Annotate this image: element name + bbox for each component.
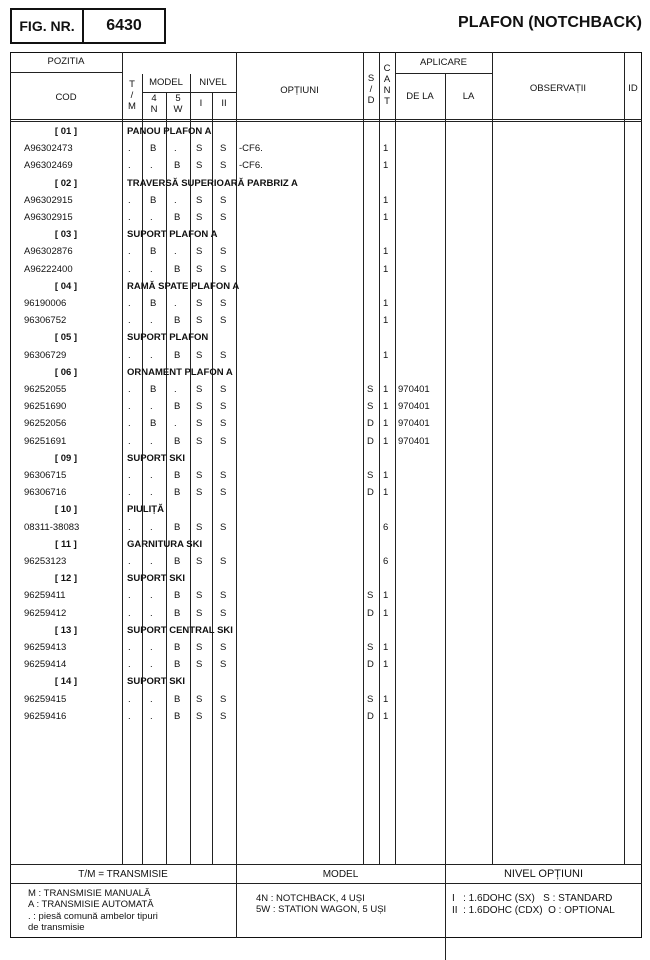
nivel-1-value: S	[196, 143, 203, 154]
nivel-2-value: S	[220, 212, 227, 223]
quantity-value: 1	[383, 264, 389, 275]
nivel-1-value: S	[196, 522, 203, 533]
option-value: -CF6.	[239, 160, 263, 171]
nivel-2-value: S	[220, 315, 227, 326]
tm-value: .	[128, 160, 131, 171]
section-position: [ 05 ]	[54, 332, 78, 343]
model-4n-value: .	[150, 590, 153, 601]
nivel-2-value: S	[220, 556, 227, 567]
from-date-value: 970401	[398, 418, 430, 429]
legend-model-title: MODEL	[322, 869, 359, 880]
section-name: GARNITURA SKI	[127, 539, 203, 550]
col-tm: T / M	[128, 79, 136, 112]
tm-value: .	[128, 264, 131, 275]
model-5w-value: .	[174, 298, 177, 309]
nivel-1-value: S	[196, 298, 203, 309]
tm-value: .	[128, 694, 131, 705]
model-4n-value: B	[150, 418, 157, 429]
model-4n-value: .	[150, 401, 153, 412]
side-value: S	[367, 401, 374, 412]
section-position: [ 06 ]	[54, 367, 78, 378]
from-date-value: 970401	[398, 401, 430, 412]
nivel-2-value: S	[220, 143, 227, 154]
side-value: D	[367, 487, 374, 498]
part-code: 96306716	[24, 487, 67, 498]
quantity-value: 1	[383, 642, 389, 653]
model-5w-value: B	[174, 522, 181, 533]
model-4n-value: .	[150, 608, 153, 619]
quantity-value: 1	[383, 315, 389, 326]
tm-value: .	[128, 212, 131, 223]
section-name: SUPORT CENTRAL SKI	[127, 625, 233, 636]
model-5w-value: B	[174, 350, 181, 361]
model-5w-value: B	[174, 487, 181, 498]
col-model-4n: 4 N	[150, 93, 158, 115]
model-4n-value: .	[150, 350, 153, 361]
model-4n-value: .	[150, 487, 153, 498]
part-code: A96302473	[24, 143, 73, 154]
tm-value: .	[128, 642, 131, 653]
model-4n-value: .	[150, 212, 153, 223]
nivel-1-value: S	[196, 401, 203, 412]
side-value: S	[367, 590, 374, 601]
nivel-2-value: S	[220, 195, 227, 206]
nivel-1-value: S	[196, 418, 203, 429]
section-position: [ 04 ]	[54, 281, 78, 292]
quantity-value: 6	[383, 522, 389, 533]
nivel-1-value: S	[196, 556, 203, 567]
tm-value: .	[128, 384, 131, 395]
section-position: [ 11 ]	[55, 539, 77, 550]
model-5w-value: B	[174, 556, 181, 567]
model-5w-value: .	[174, 418, 177, 429]
quantity-value: 1	[383, 590, 389, 601]
model-4n-value: .	[150, 659, 153, 670]
nivel-1-value: S	[196, 694, 203, 705]
tm-value: .	[128, 590, 131, 601]
legend-tm: M : TRANSMISIE MANUALĂ A : TRANSMISIE AUTOMATĂ . : piesă comună ambelor tipuri de transmisie	[28, 888, 158, 934]
fig-label: FIG. NR.	[10, 8, 84, 44]
part-code: A96222400	[24, 264, 73, 275]
nivel-2-value: S	[220, 590, 227, 601]
section-name: RAMĂ SPATE PLAFON A	[127, 281, 240, 292]
part-code: 96259413	[24, 642, 67, 653]
nivel-1-value: S	[196, 711, 203, 722]
model-4n-value: .	[150, 711, 153, 722]
nivel-2-value: S	[220, 246, 227, 257]
nivel-2-value: S	[220, 694, 227, 705]
part-code: A96302915	[24, 212, 73, 223]
part-code: 96259416	[24, 711, 67, 722]
tm-value: .	[128, 298, 131, 309]
quantity-value: 1	[383, 143, 389, 154]
section-name: ORNAMENT PLAFON A	[127, 367, 233, 378]
nivel-2-value: S	[220, 401, 227, 412]
nivel-2-value: S	[220, 711, 227, 722]
model-5w-value: B	[174, 711, 181, 722]
col-optiuni: OPȚIUNI	[280, 85, 319, 96]
section-position: [ 10 ]	[54, 504, 78, 515]
model-4n-value: B	[150, 195, 157, 206]
col-model-5w: 5 W	[173, 93, 183, 115]
quantity-value: 1	[383, 694, 389, 705]
quantity-value: 1	[383, 401, 389, 412]
side-value: S	[367, 642, 374, 653]
tm-value: .	[128, 556, 131, 567]
part-code: 96259411	[24, 590, 66, 601]
quantity-value: 1	[383, 436, 389, 447]
nivel-2-value: S	[220, 298, 227, 309]
nivel-2-value: S	[220, 160, 227, 171]
from-date-value: 970401	[398, 384, 430, 395]
col-observatii: OBSERVAȚII	[529, 83, 587, 94]
from-date-value: 970401	[398, 436, 430, 447]
nivel-2-value: S	[220, 659, 227, 670]
tm-value: .	[128, 195, 131, 206]
tm-value: .	[128, 470, 131, 481]
section-position: [ 01 ]	[54, 126, 78, 137]
side-value: D	[367, 659, 374, 670]
model-4n-value: B	[150, 246, 157, 257]
col-nivel-1: I	[199, 98, 203, 109]
nivel-1-value: S	[196, 642, 203, 653]
col-pozitia: POZITIA	[47, 56, 85, 67]
model-5w-value: B	[174, 470, 181, 481]
part-code: 96259414	[24, 659, 67, 670]
model-4n-value: B	[150, 298, 157, 309]
model-5w-value: B	[174, 659, 181, 670]
col-cant: C A N T	[383, 63, 391, 107]
model-5w-value: .	[174, 143, 177, 154]
model-5w-value: .	[174, 195, 177, 206]
section-position: [ 03 ]	[54, 229, 78, 240]
quantity-value: 1	[383, 711, 389, 722]
nivel-1-value: S	[196, 212, 203, 223]
nivel-1-value: S	[196, 436, 203, 447]
col-aplicare: APLICARE	[420, 57, 467, 68]
side-value: D	[367, 608, 374, 619]
nivel-1-value: S	[196, 384, 203, 395]
quantity-value: 1	[383, 470, 389, 481]
nivel-1-value: S	[196, 487, 203, 498]
section-name: SUPORT PLAFON A	[127, 229, 218, 240]
tm-value: .	[128, 350, 131, 361]
quantity-value: 1	[383, 195, 389, 206]
part-code: 96259412	[24, 608, 67, 619]
quantity-value: 1	[383, 298, 389, 309]
part-code: 96251691	[24, 436, 67, 447]
nivel-2-value: S	[220, 264, 227, 275]
quantity-value: 1	[383, 418, 389, 429]
quantity-value: 1	[383, 384, 389, 395]
section-position: [ 13 ]	[54, 625, 78, 636]
legend-model: 4N : NOTCHBACK, 4 UȘI 5W : STATION WAGON, 5 UȘI	[256, 893, 387, 916]
tm-value: .	[128, 711, 131, 722]
section-name: SUPORT PLAFON	[127, 332, 209, 343]
nivel-1-value: S	[196, 160, 203, 171]
model-4n-value: .	[150, 522, 153, 533]
nivel-1-value: S	[196, 590, 203, 601]
model-4n-value: B	[150, 384, 157, 395]
col-dela: DE LA	[406, 91, 434, 102]
model-5w-value: B	[174, 212, 181, 223]
tm-value: .	[128, 418, 131, 429]
fig-number: 6430	[84, 8, 166, 44]
model-5w-value: .	[174, 384, 177, 395]
nivel-2-value: S	[220, 522, 227, 533]
col-nivel-2: II	[221, 98, 227, 109]
section-position: [ 02 ]	[54, 178, 78, 189]
side-value: S	[367, 470, 374, 481]
part-code: 96190006	[24, 298, 67, 309]
section-name: TRAVERSĂ SUPERIOARĂ PARBRIZ A	[127, 178, 298, 189]
section-name: SUPORT SKI	[127, 453, 186, 464]
tm-value: .	[128, 246, 131, 257]
legend-tm-title: T/M = TRANSMISIE	[78, 869, 168, 880]
nivel-1-value: S	[196, 659, 203, 670]
side-value: S	[367, 694, 374, 705]
nivel-1-value: S	[196, 608, 203, 619]
tm-value: .	[128, 143, 131, 154]
part-code: 96259415	[24, 694, 67, 705]
quantity-value: 1	[383, 659, 389, 670]
nivel-2-value: S	[220, 470, 227, 481]
quantity-value: 1	[383, 608, 389, 619]
part-code: 96251690	[24, 401, 67, 412]
side-value: D	[367, 711, 374, 722]
tm-value: .	[128, 401, 131, 412]
section-name: PANOU PLAFON A	[127, 126, 212, 137]
nivel-2-value: S	[220, 418, 227, 429]
nivel-2-value: S	[220, 608, 227, 619]
tm-value: .	[128, 487, 131, 498]
section-name: PIULIȚĂ	[127, 504, 164, 515]
col-sd: S / D	[367, 73, 375, 106]
part-code: A96302469	[24, 160, 73, 171]
model-5w-value: B	[174, 590, 181, 601]
model-5w-value: B	[174, 436, 181, 447]
section-position: [ 12 ]	[54, 573, 78, 584]
section-position: [ 09 ]	[54, 453, 78, 464]
nivel-2-value: S	[220, 642, 227, 653]
tm-value: .	[128, 315, 131, 326]
model-5w-value: B	[174, 608, 181, 619]
side-value: D	[367, 418, 374, 429]
model-4n-value: B	[150, 143, 157, 154]
nivel-1-value: S	[196, 195, 203, 206]
nivel-1-value: S	[196, 470, 203, 481]
nivel-2-value: S	[220, 487, 227, 498]
section-name: SUPORT SKI	[127, 676, 186, 687]
tm-value: .	[128, 608, 131, 619]
quantity-value: 1	[383, 212, 389, 223]
col-model: MODEL	[149, 77, 183, 88]
nivel-1-value: S	[196, 315, 203, 326]
model-4n-value: .	[150, 470, 153, 481]
nivel-2-value: S	[220, 384, 227, 395]
model-5w-value: B	[174, 642, 181, 653]
col-cod: COD	[55, 92, 77, 103]
nivel-1-value: S	[196, 246, 203, 257]
legend-nivel: I : 1.6DOHC (SX) S : STANDARD II : 1.6DOHC (CDX) O : OPTIONAL	[452, 893, 615, 916]
col-la: LA	[462, 91, 475, 102]
part-code: A96302876	[24, 246, 73, 257]
model-5w-value: B	[174, 160, 181, 171]
col-nivel: NIVEL	[199, 77, 227, 88]
model-5w-value: B	[174, 264, 181, 275]
model-5w-value: B	[174, 315, 181, 326]
option-value: -CF6.	[239, 143, 263, 154]
section-position: [ 14 ]	[54, 676, 78, 687]
quantity-value: 1	[383, 246, 389, 257]
model-4n-value: .	[150, 160, 153, 171]
tm-value: .	[128, 522, 131, 533]
part-code: 96306715	[24, 470, 67, 481]
model-4n-value: .	[150, 436, 153, 447]
nivel-1-value: S	[196, 264, 203, 275]
side-value: S	[367, 384, 374, 395]
model-4n-value: .	[150, 642, 153, 653]
model-5w-value: .	[174, 246, 177, 257]
part-code: 96252055	[24, 384, 67, 395]
part-code: 96253123	[24, 556, 67, 567]
tm-value: .	[128, 436, 131, 447]
col-id: ID	[628, 83, 638, 94]
model-4n-value: .	[150, 556, 153, 567]
part-code: A96302915	[24, 195, 73, 206]
part-code: 08311-38083	[24, 522, 80, 533]
quantity-value: 1	[383, 160, 389, 171]
model-5w-value: B	[174, 694, 181, 705]
nivel-2-value: S	[220, 436, 227, 447]
part-code: 96252056	[24, 418, 67, 429]
legend-nivel-title: NIVEL OPȚIUNI	[503, 868, 584, 880]
nivel-1-value: S	[196, 350, 203, 361]
section-name: SUPORT SKI	[127, 573, 186, 584]
quantity-value: 6	[383, 556, 389, 567]
side-value: D	[367, 436, 374, 447]
model-4n-value: .	[150, 694, 153, 705]
tm-value: .	[128, 659, 131, 670]
part-code: 96306729	[24, 350, 67, 361]
model-5w-value: B	[174, 401, 181, 412]
part-code: 96306752	[24, 315, 67, 326]
model-4n-value: .	[150, 264, 153, 275]
model-4n-value: .	[150, 315, 153, 326]
quantity-value: 1	[383, 487, 389, 498]
page-title: PLAFON (NOTCHBACK)	[458, 14, 642, 31]
nivel-2-value: S	[220, 350, 227, 361]
quantity-value: 1	[383, 350, 389, 361]
